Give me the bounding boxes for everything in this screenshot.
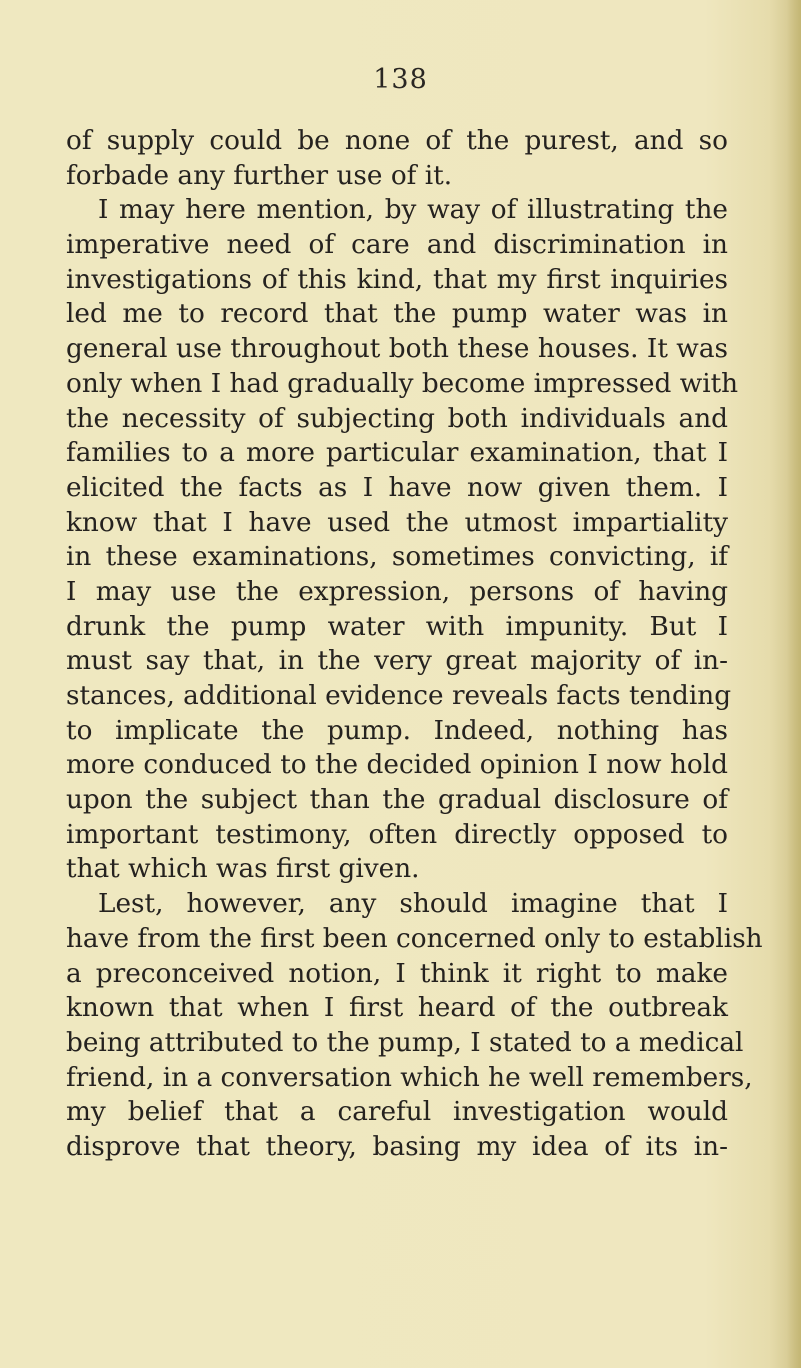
text-line: forbade any further use of it.	[66, 160, 453, 191]
body-text	[66, 124, 763, 1165]
text-line: more conduced to the decided opinion I now hold	[66, 750, 728, 781]
text-line: elicited the facts as I have now given them. I	[66, 472, 728, 503]
text-line: investigations of this kind, that my first inquiries	[66, 264, 728, 295]
text-line: drunk the pump water with impunity. But I	[66, 611, 728, 642]
text-line: the necessity of subjecting both individuals and	[66, 403, 728, 434]
text-line: know that I have used the utmost impartiality	[66, 507, 728, 538]
text-line: known that when I first heard of the outbreak	[66, 993, 728, 1024]
text-line: general use throughout both these houses. It was	[66, 334, 728, 365]
text-line: in these examinations, sometimes convicting, if	[66, 542, 728, 573]
text-line: friend, in a conversation which he well remembers,	[66, 1062, 753, 1093]
text-line: that which was first given.	[66, 854, 420, 885]
text-line: have from the first been concerned only to establish	[66, 923, 763, 954]
text-line: led me to record that the pump water was in	[66, 299, 728, 330]
text-line: disprove that theory, basing my idea of its in-	[66, 1131, 728, 1162]
text-line: stances, additional evidence reveals facts tending	[66, 681, 732, 711]
text-line: only when I had gradually become impressed with	[66, 368, 739, 399]
page-number: 138	[373, 64, 428, 95]
page-edge-shadow	[787, 0, 801, 1368]
text-line: being attributed to the pump, I stated to a medical	[66, 1027, 744, 1058]
text-line: important testimony, often directly opposed to	[66, 819, 728, 850]
text-line: of supply could be none of the purest, and so	[66, 126, 728, 156]
text-line: must say that, in the very great majority of in-	[66, 646, 728, 677]
text-line: Lest, however, any should imagine that I	[98, 889, 728, 920]
text-line: to implicate the pump. Indeed, nothing has	[66, 715, 728, 746]
text-line: upon the subject than the gradual disclosure of	[66, 785, 728, 816]
text-line: I may use the expression, persons of having	[66, 576, 728, 607]
text-line: my belief that a careful investigation would	[66, 1097, 728, 1128]
text-line: imperative need of care and discrimination in	[66, 230, 728, 261]
text-line: a preconceived notion, I think it right to make	[66, 958, 728, 989]
text-line: families to a more particular examination, that I	[66, 438, 728, 469]
text-line: I may here mention, by way of illustrating the	[98, 195, 728, 226]
